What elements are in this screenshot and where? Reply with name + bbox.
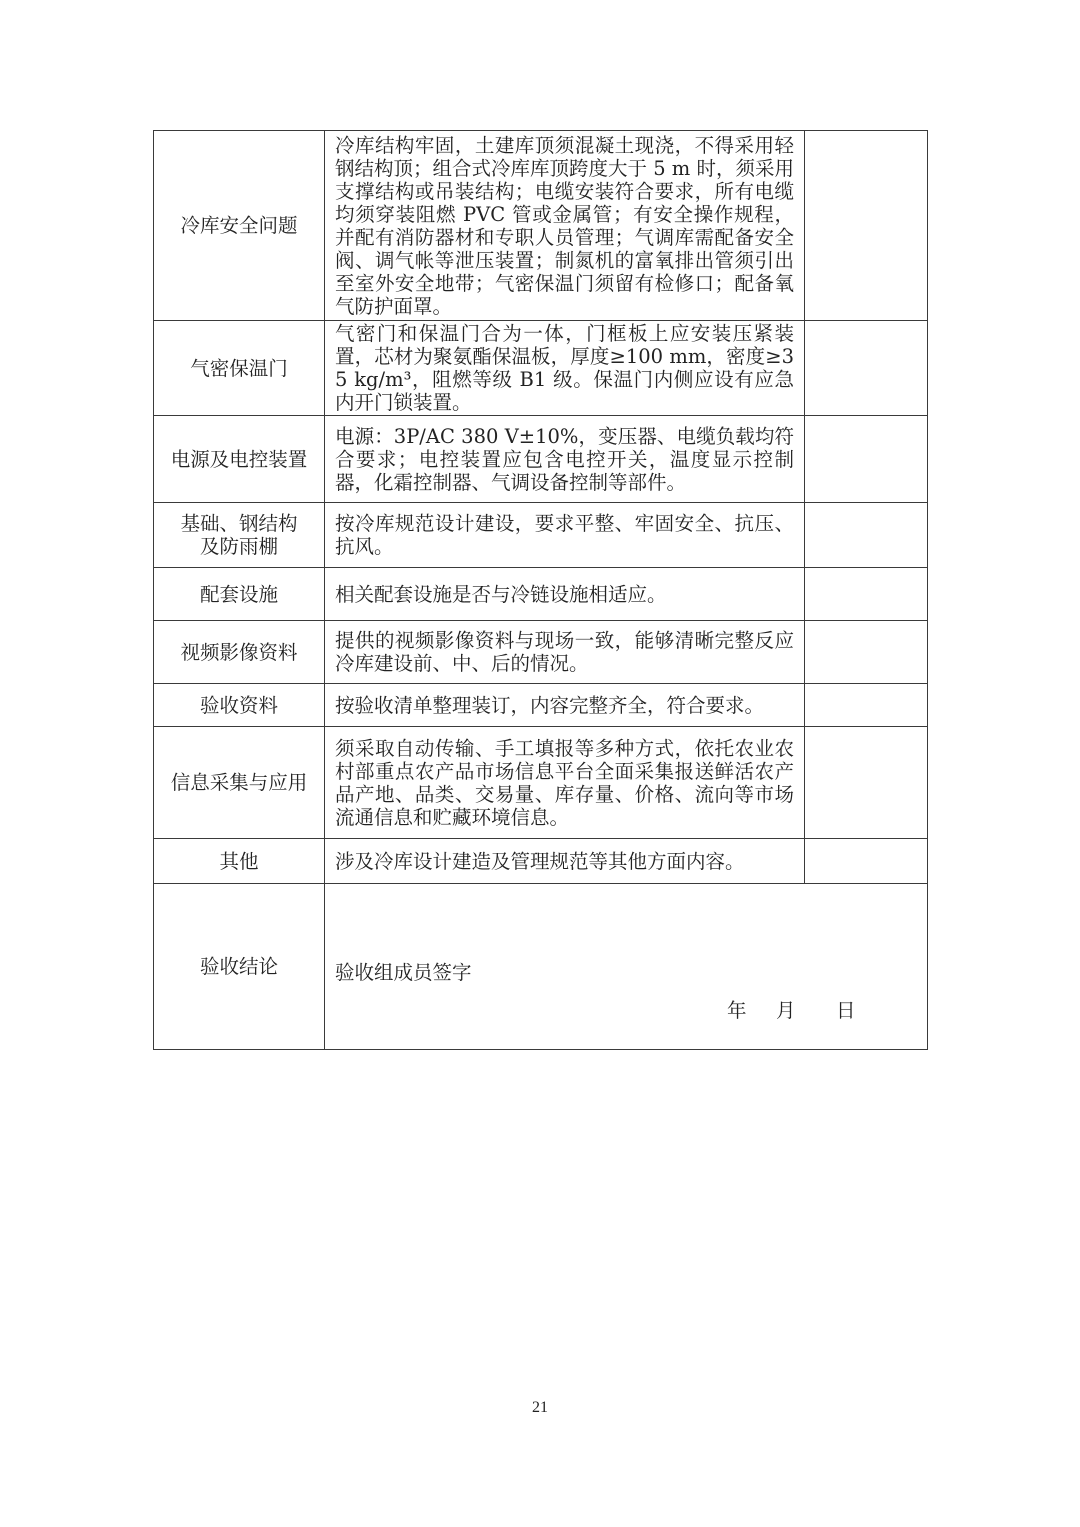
row-label: 冷库安全问题 <box>154 131 325 321</box>
table-row <box>154 503 928 568</box>
row-result-cell <box>805 727 928 839</box>
row-content: 须采取自动传输、手工填报等多种方式，依托农业农村部重点农产品市场信息平台全面采集报送鲜活农产品产地、品类、交易量、库存量、价格、流向等市场流通信息和贮藏环境信息。 <box>325 727 805 839</box>
conclusion-box <box>325 884 927 1049</box>
row-content: 电源：3P/AC 380 V±10%，变压器、电缆负载均符合要求；电控装置应包含电控开关，温度显示控制器，化霜控制器、气调设备控制等部件。 <box>325 416 805 503</box>
row-result-cell <box>805 321 928 416</box>
row-content: 按验收清单整理装订，内容完整齐全，符合要求。 <box>325 684 805 727</box>
acceptance-table <box>153 130 928 1050</box>
row-content: 提供的视频影像资料与现场一致，能够清晰完整反应冷库建设前、中、后的情况。 <box>325 621 805 684</box>
table-row <box>154 839 928 884</box>
conclusion-label: 验收结论 <box>154 884 325 1050</box>
row-content: 冷库结构牢固，土建库顶须混凝土现浇，不得采用轻钢结构顶；组合式冷库库顶跨度大于 5 m 时，须采用支撑结构或吊装结构；电缆安装符合要求，所有电缆均须穿装阻燃 PVC 管或金属管；有安全操作规程，并配有消防器材和专职人员管理；气调库需配备安全阀、调气帐等泄压装置；制氮机的富氧排出管须引出至室外安全地带；气密保温门须留有检修口；配备氧气防护面罩。 <box>325 131 805 321</box>
row-content: 相关配套设施是否与冷链设施相适应。 <box>325 568 805 621</box>
row-result-cell <box>805 503 928 568</box>
row-result-cell <box>805 131 928 321</box>
table-row <box>154 727 928 839</box>
date-month: 月 <box>776 999 796 1022</box>
signature-label: 验收组成员签字 <box>335 961 472 984</box>
row-label: 气密保温门 <box>154 321 325 416</box>
table-row <box>154 568 928 621</box>
date-year: 年 <box>727 999 747 1022</box>
row-label: 视频影像资料 <box>154 621 325 684</box>
row-label: 基础、钢结构 及防雨棚 <box>154 503 325 568</box>
row-result-cell <box>805 621 928 684</box>
table-row <box>154 321 928 416</box>
date-day: 日 <box>836 999 856 1022</box>
table-row <box>154 684 928 727</box>
conclusion-cell <box>325 884 928 1050</box>
row-label: 验收资料 <box>154 684 325 727</box>
conclusion-row <box>154 884 928 1050</box>
row-label: 信息采集与应用 <box>154 727 325 839</box>
row-label: 其他 <box>154 839 325 884</box>
row-content: 涉及冷库设计建造及管理规范等其他方面内容。 <box>325 839 805 884</box>
table-row <box>154 131 928 321</box>
row-result-cell <box>805 568 928 621</box>
row-result-cell <box>805 684 928 727</box>
row-result-cell <box>805 839 928 884</box>
table-row <box>154 621 928 684</box>
row-content: 气密门和保温门合为一体，门框板上应安装压紧装置，芯材为聚氨酯保温板，厚度≥100 mm，密度≥35 kg/m³，阻燃等级 B1 级。保温门内侧应设有应急内开门锁装置。 <box>325 321 805 416</box>
row-content: 按冷库规范设计建设，要求平整、牢固安全、抗压、抗风。 <box>325 503 805 568</box>
table-row <box>154 416 928 503</box>
row-result-cell <box>805 416 928 503</box>
row-label: 电源及电控装置 <box>154 416 325 503</box>
page-number: 21 <box>532 1399 548 1416</box>
row-label: 配套设施 <box>154 568 325 621</box>
